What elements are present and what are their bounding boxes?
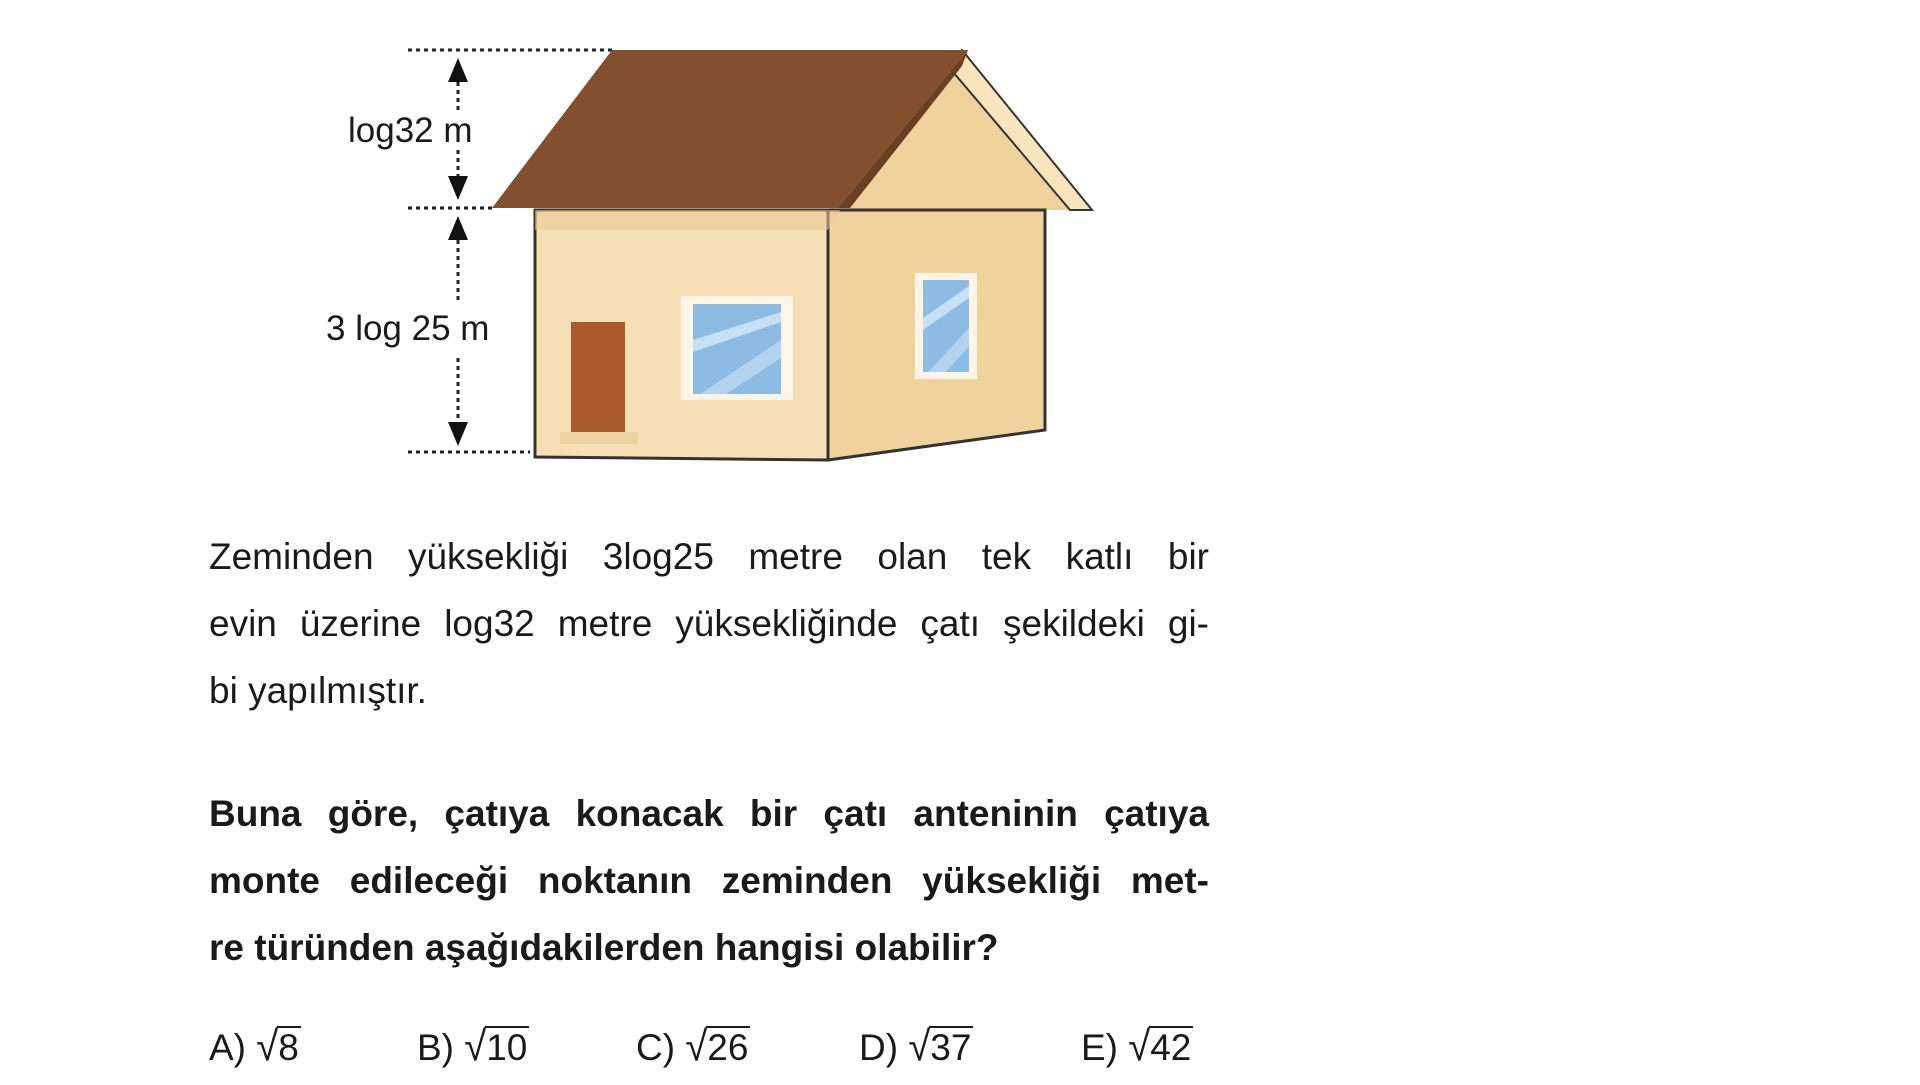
option-radicand: 10 [486,1027,528,1068]
sqrt-symbol: √ [685,1023,708,1071]
house-door [571,322,625,432]
sqrt-symbol: √ [908,1023,931,1071]
door-step [560,432,638,444]
option-a[interactable] [209,1025,301,1070]
option-radicand: 8 [278,1027,299,1068]
option-letter: E) [1081,1027,1118,1068]
problem-statement [209,523,1209,724]
statement-line: Zeminden yüksekliği 3log25 metre olan tek katlı bir [209,536,1209,577]
question-line: monte edileceği noktanın zeminden yüksekliği met- [209,860,1209,901]
statement-line: evin üzerine log32 metre yüksekliğinde çatı şekildeki gi- [209,603,1209,644]
problem-question [209,780,1209,981]
sqrt-symbol: √ [464,1023,487,1071]
statement-line: bi yapılmıştır. [209,670,427,711]
sqrt-symbol: √ [256,1023,279,1071]
option-radicand: 37 [930,1027,972,1068]
option-letter: B) [417,1027,454,1068]
option-radicand: 26 [707,1027,749,1068]
option-c[interactable] [636,1025,750,1070]
option-radicand: 42 [1150,1027,1192,1068]
option-d[interactable] [859,1025,973,1070]
house-illustration [492,50,1092,460]
option-e[interactable] [1081,1025,1193,1070]
wall-height-label: 3 log 25 m [326,309,490,348]
question-line: Buna göre, çatıya konacak bir çatı anteninin çatıya [209,793,1209,834]
option-b[interactable] [417,1025,529,1070]
house-figure [0,0,1920,470]
option-letter: D) [859,1027,899,1068]
roof-shadow [535,210,840,230]
option-letter: A) [209,1027,246,1068]
roof-height-label: log32 m [348,111,473,150]
option-letter: C) [636,1027,676,1068]
sqrt-symbol: √ [1128,1023,1151,1071]
question-line: re türünden aşağıdakilerden hangisi olabilir? [209,927,999,968]
answer-options [209,1025,1209,1085]
